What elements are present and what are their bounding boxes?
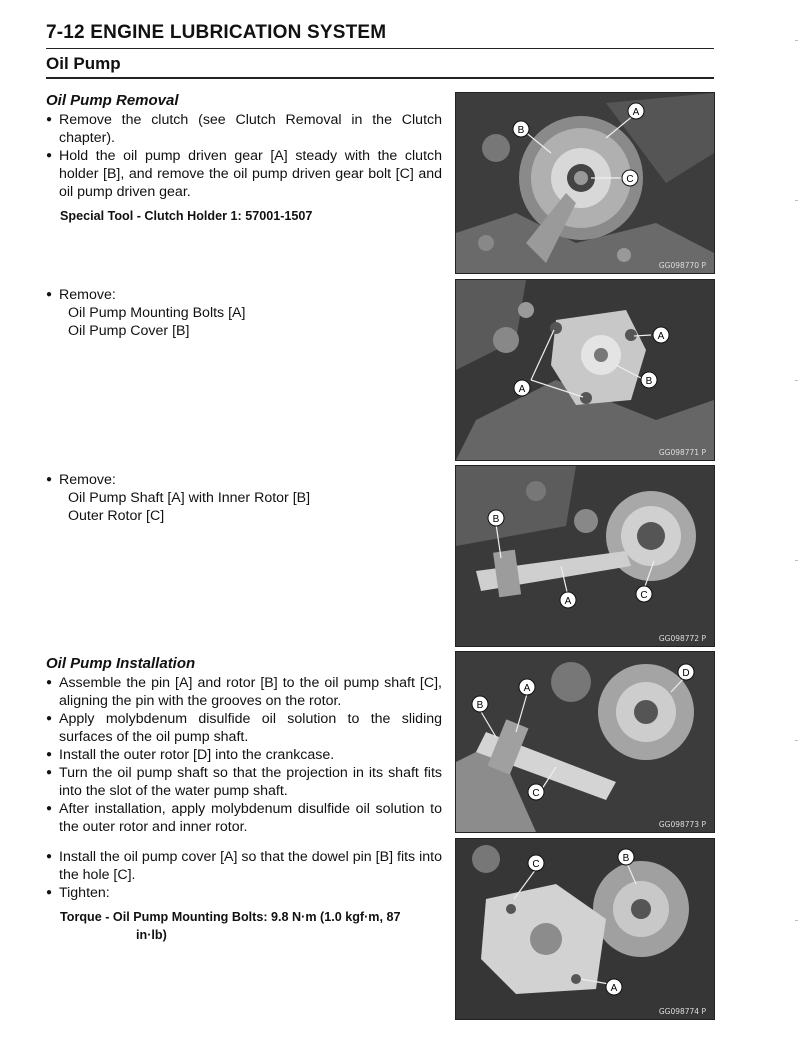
section-title: Oil Pump [46, 54, 121, 73]
edge-tick [795, 380, 798, 381]
removal-step-3: ● Remove: [46, 286, 442, 304]
callout-a-icon [606, 979, 622, 995]
removal-step-4: ● Remove: [46, 471, 442, 489]
edge-tick [795, 40, 798, 41]
chapter-title: 7-12 ENGINE LUBRICATION SYSTEM [46, 22, 387, 43]
svg-text:A: A [657, 331, 665, 342]
header-rule [46, 48, 714, 49]
callout-a-icon [653, 327, 669, 343]
edge-tick [795, 740, 798, 741]
photo-installation-shaft [455, 651, 715, 833]
edge-tick [795, 200, 798, 201]
svg-text:B: B [476, 700, 484, 711]
special-tool-note: Special Tool - Clutch Holder 1: 57001-1507 [60, 209, 313, 223]
callout-c-icon [528, 855, 544, 871]
photo-code: GG098772 P [658, 634, 706, 643]
svg-text:A: A [518, 384, 526, 395]
installation-section [46, 655, 442, 836]
callout-c-icon [622, 170, 638, 186]
photo-pump-cover [455, 279, 715, 461]
edge-tick [795, 920, 798, 921]
installation-tighten-step: ● Tighten: [46, 884, 442, 902]
removal-heading: Oil Pump Removal [46, 92, 179, 109]
removal-step-4-item: Outer Rotor [C] [68, 508, 165, 524]
torque-line-2: in·lb) [136, 928, 167, 942]
svg-text:A: A [632, 107, 640, 118]
callout-b-icon [513, 121, 529, 137]
callout-c-icon [528, 784, 544, 800]
installation-step: ● Apply molybdenum disulfide oil solution to the sliding surfaces of the oil pump shaft. [46, 710, 442, 746]
installation-step: ● Install the outer rotor [D] into the crankcase. [46, 746, 442, 764]
photo-code: GG098774 P [658, 1007, 706, 1016]
installation-cover-section [46, 848, 442, 944]
callout-a-icon [514, 380, 530, 396]
svg-text:A: A [523, 683, 531, 694]
svg-text:C: C [532, 788, 540, 799]
svg-text:C: C [640, 590, 648, 601]
callout-d-icon [678, 664, 694, 680]
installation-step: ● Assemble the pin [A] and rotor [B] to the oil pump shaft [C], aligning the pin with the grooves on the rotor. [46, 674, 442, 710]
callout-c-icon [636, 586, 652, 602]
callout-a-icon [560, 592, 576, 608]
photo-code: GG098770 P [658, 261, 706, 270]
svg-text:B: B [645, 376, 653, 387]
installation-step: ● After installation, apply molybdenum disulfide oil solution to the outer rotor and inner rotor. [46, 800, 442, 836]
installation-cover-step: ● Install the oil pump cover [A] so that the dowel pin [B] fits into the hole [C]. [46, 848, 442, 884]
callout-b-icon [641, 372, 657, 388]
photo-shaft-rotor [455, 465, 715, 647]
callout-b-icon [618, 849, 634, 865]
removal-shaft-step [46, 471, 442, 525]
svg-text:B: B [622, 853, 630, 864]
section-rule [46, 77, 714, 79]
removal-step-4-item: Oil Pump Shaft [A] with Inner Rotor [B] [68, 490, 311, 506]
svg-text:B: B [492, 514, 500, 525]
callout-b-icon [472, 696, 488, 712]
svg-text:C: C [626, 174, 634, 185]
svg-text:D: D [682, 668, 690, 679]
photo-install-cover [455, 838, 715, 1020]
removal-step-3-item: Oil Pump Cover [B] [68, 323, 190, 339]
callout-a-icon [519, 679, 535, 695]
torque-spec [46, 908, 442, 944]
removal-intro [46, 92, 442, 225]
callout-b-icon [488, 510, 504, 526]
edge-tick [795, 560, 798, 561]
photo-code: GG098771 P [658, 448, 706, 457]
svg-text:B: B [517, 125, 525, 136]
svg-text:C: C [532, 859, 540, 870]
installation-step: ● Turn the oil pump shaft so that the projection in its shaft fits into the slot of the water pump shaft. [46, 764, 442, 800]
installation-heading: Oil Pump Installation [46, 655, 196, 672]
removal-cover-step [46, 286, 442, 340]
callout-a-icon [628, 103, 644, 119]
svg-text:A: A [610, 983, 618, 994]
torque-line-1: Torque - Oil Pump Mounting Bolts: 9.8 N·m (1.0 kgf·m, 87 [60, 910, 401, 924]
removal-step-2: ● Hold the oil pump driven gear [A] steady with the clutch holder [B], and remove the oil pump driven gear bolt [C] and oil pump driven gear. [46, 147, 442, 201]
svg-text:A: A [564, 596, 572, 607]
photo-driven-gear [455, 92, 715, 274]
photo-code: GG098773 P [658, 820, 706, 829]
removal-step-3-item: Oil Pump Mounting Bolts [A] [68, 305, 246, 321]
removal-step-1: ● Remove the clutch (see Clutch Removal in the Clutch chapter). [46, 111, 442, 147]
